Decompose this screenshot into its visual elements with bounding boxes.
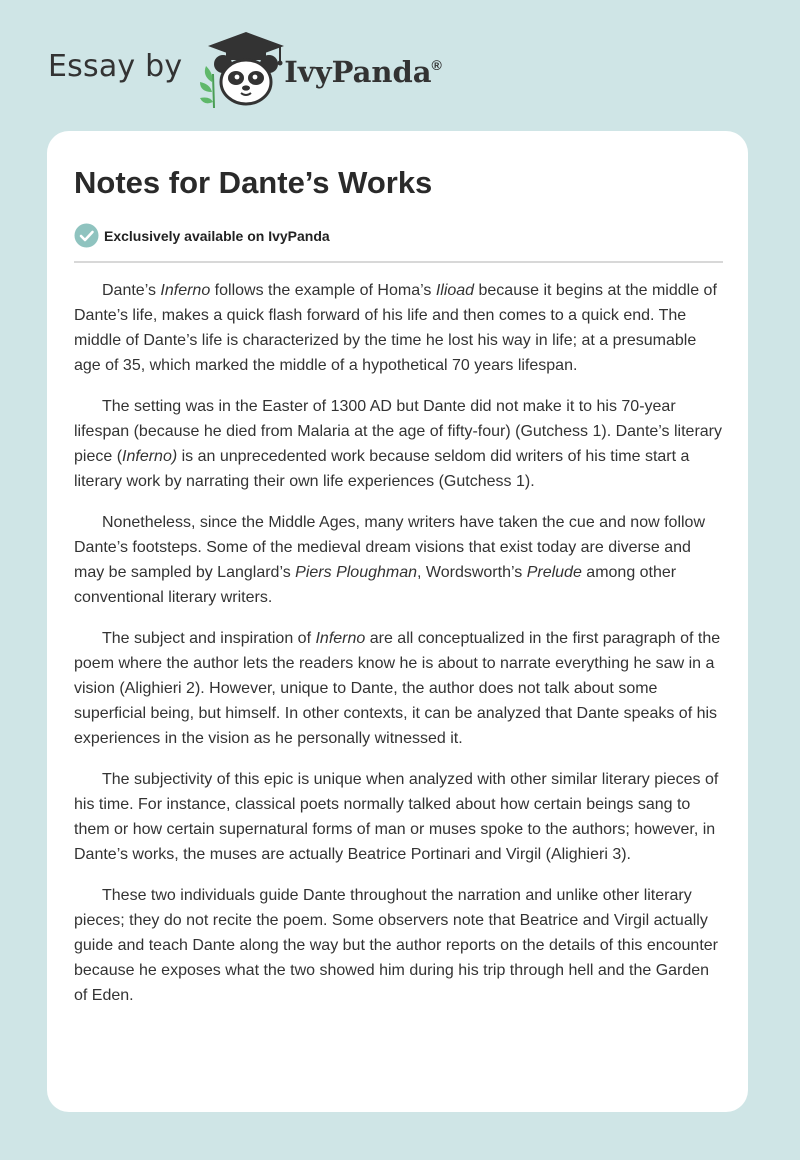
check-circle-icon — [74, 223, 99, 248]
text-run: follows the example of Homa’s — [210, 282, 436, 299]
italic-title: Inferno) — [122, 448, 178, 465]
italic-title: Inferno — [160, 282, 211, 299]
text-run: among other conventional literary writers. — [74, 564, 677, 606]
article-paragraph — [74, 394, 724, 494]
site-header — [48, 30, 442, 110]
article-paragraph — [74, 510, 724, 610]
brand-name[interactable]: IvyPanda® — [284, 55, 442, 89]
article-card — [47, 131, 748, 1112]
text-run: The setting was in the Easter of 1300 AD but Dante did not make it to his 70-year lifespan (because he died from Malaria at the age of fifty-four) (Gutchess 1). Dante’s literary piece ( — [74, 398, 723, 465]
registered-mark: ® — [431, 57, 442, 73]
article-paragraph — [74, 626, 724, 751]
text-run: , Wordsworth’s — [417, 564, 527, 581]
essay-by-label: Essay by — [48, 48, 183, 84]
italic-title: Prelude — [526, 564, 582, 581]
text-run: The subjectivity of this epic is unique when analyzed with other similar literary pieces of his time. For instance, classical poets normally talked about how certain beings sang to them or how certain supernatural forms of man or muses spoke to the authors; however, in Dante’s works, the muses are actually Beatrice Portinari and Virgil (Alighieri 3). — [74, 771, 719, 863]
text-run: is an unprecedented work because seldom did writers of his time start a literary work by narrating their own life experiences (Gutchess 1). — [74, 448, 690, 490]
text-run: These two individuals guide Dante throughout the narration and unlike other literary pieces; they do not recite the poem. Some observers note that Beatrice and Virgil actually guide and teach Dante along the way but the author reports on the details of this encounter because he exposes what the two showed him during his trip through hell and the Garden of Eden. — [74, 887, 718, 1004]
panda-graduate-icon[interactable] — [196, 30, 288, 110]
article-paragraph — [74, 767, 724, 867]
text-run: because it begins at the middle of Dante’s life, makes a quick flash forward of his life and then comes to a quick end. The middle of Dante’s life is characterized by the time he lost his way in life; at a presumable age of 35, which marked the middle of a hypothetical 70 years lifespan. — [74, 282, 717, 374]
divider — [74, 261, 723, 263]
text-run: Nonetheless, since the Middle Ages, many writers have taken the cue and now follow Dante’s footsteps. Some of the medieval dream visions that exist today are diverse and may be sampled by Langlard’s — [74, 514, 705, 581]
text-run: Dante’s — [102, 282, 161, 299]
italic-title: Piers Ploughman — [295, 564, 418, 581]
exclusive-badge — [74, 223, 330, 248]
text-run: are all conceptualized in the first paragraph of the poem where the author lets the readers know he is about to narrate everything he saw in a vision (Alighieri 2). However, unique to Dante, the author does not talk about some superficial being, but himself. In other contexts, it can be analyzed that Dante speaks of his experiences in the vision as he personally witnessed it. — [74, 630, 721, 747]
exclusive-badge-label: Exclusively available on IvyPanda — [104, 227, 330, 244]
article-paragraph — [74, 883, 724, 1008]
italic-title: Ilioad — [435, 282, 475, 299]
text-run: The subject and inspiration of — [102, 630, 316, 647]
page-title: Notes for Dante’s Works — [74, 165, 433, 200]
italic-title: Inferno — [315, 630, 366, 647]
article-body — [74, 278, 724, 1024]
article-paragraph — [74, 278, 724, 378]
